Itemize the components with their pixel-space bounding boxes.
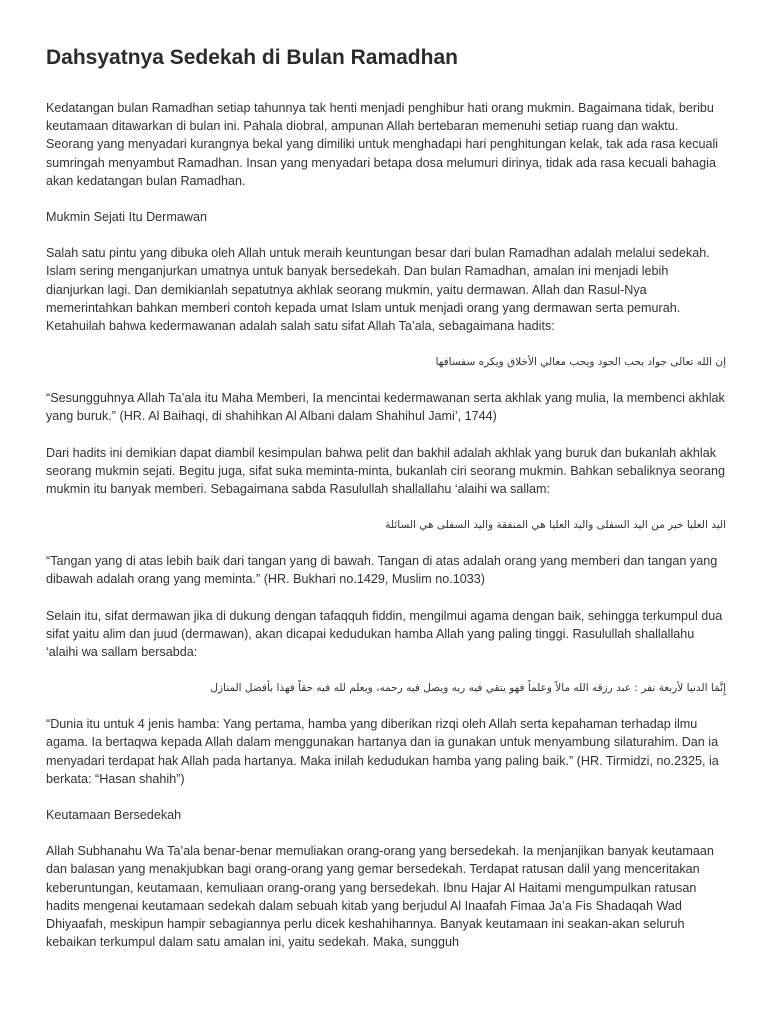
tafaqquh-paragraph: Selain itu, sifat dermawan jika di dukung dengan tafaqquh fiddin, mengilmui agama dengan baik, sehingga terkumpul dua sifat yaitu alim dan juud (dermawan), akan dicapai kedudukan hamba Allah yang paling tinggi. Rasulullah shallallahu ‘alaihi wa sallam bersabda: bbox=[46, 608, 723, 660]
section-heading-keutamaan: Keutamaan Bersedekah bbox=[46, 808, 182, 823]
sedekah-paragraph: Salah satu pintu yang dibuka oleh Allah untuk meraih keuntungan besar dari bulan Ramadhan adalah melalui sedekah. Islam sering menganjurkan umatnya untuk banyak bersedekah. Dan bulan Ramadhan, amalan ini menjadi lebih dianjurkan lagi. Dan demikianlah sepatutnya akhlak seorang mukmin, yaitu dermawan. Allah dan Rasul-Nya memerintahkan bahkan memberi contoh kepada umat Islam untuk menjadi orang yang dermawan serta pemurah. Ketahuilah bahwa kedermawanan adalah salah satu sifat Allah Ta’ala, sebagaimana hadits: bbox=[46, 246, 710, 334]
conclusion-paragraph: Dari hadits ini demikian dapat diambil kesimpulan bahwa pelit dan bakhil adalah akhlak yang buruk dan bukanlah akhlak seorang mukmin sejati. Begitu juga, sifat suka meminta-minta, bukanlah ciri seorang mukmin. Bahkan sebaliknya seorang mukmin itu banyak memberi. Sebagaimana sabda Rasulullah shallallahu ‘alaihi wa sallam: bbox=[46, 445, 726, 497]
hadith-translation-2: “Tangan yang di atas lebih baik dari tangan yang di bawah. Tangan di atas adalah orang yang memberi dan tangan yang dibawah adalah orang yang meminta.” (HR. Bukhari no.1429, Muslim no.1033) bbox=[46, 554, 718, 587]
document-page bbox=[46, 44, 726, 970]
section-heading-mukmin-sejati: Mukmin Sejati Itu Dermawan bbox=[46, 210, 207, 225]
hadith-translation-3: “Dunia itu untuk 4 jenis hamba: Yang pertama, hamba yang diberikan rizqi oleh Allah serta kepahaman terhadap ilmu agama. Ia bertaqwa kepada Allah dalam menggunakan hartanya dan ia gunakan untuk menyambung silaturahim. Dan ia menyadari terdapat hak Allah pada hartanya. Maka inilah kedudukan hamba yang paling baik.” (HR. Tirmidzi, no.2325, ia berkata: “Hasan shahih”) bbox=[46, 717, 719, 786]
arabic-hadith-3: إِنَّمَا الدنيا لأربعة نفر : عبد رزقه الله مالاً وعلماً فهو يتقي فيه ربه ويصل فيه رحمه، ويعلم لله فيه حقاً فهذا بأفضل المنازل bbox=[210, 682, 726, 695]
document-title: Dahsyatnya Sedekah di Bulan Ramadhan bbox=[46, 46, 458, 69]
arabic-hadith-2: اليد العليا خير من اليد السفلى واليد العليا هي المنفقة واليد السفلى هي السائلة bbox=[385, 519, 726, 532]
arabic-hadith-1: إن الله تعالى جواد يحب الجود ويحب معالي الأخلاق ويكره سفسافها bbox=[435, 356, 726, 369]
intro-paragraph: Kedatangan bulan Ramadhan setiap tahunnya tak henti menjadi penghibur hati orang mukmin. Bagaimana tidak, beribu keutamaan ditawarkan di bulan ini. Pahala diobral, ampunan Allah bertebaran memenuhi setiap ruang dan waktu. Seorang yang menyadari kurangnya bekal yang dimiliki untuk menghadapi hari penghitungan kelak, tak ada rasa kecuali sumringah menyambut Ramadhan. Insan yang menyadari betapa dosa melumuri dirinya, tidak ada rasa kecuali bahagia akan kedatangan bulan Ramadhan. bbox=[46, 101, 719, 188]
keutamaan-paragraph: Allah Subhanahu Wa Ta’ala benar-benar memuliakan orang-orang yang bersedekah. Ia menjanjikan banyak keutamaan dan balasan yang menakjubkan bagi orang-orang yang gemar bersedekah. Terdapat ratusan dalil yang menceritakan keberuntungan, keutamaan, kemuliaan orang-orang yang bersedekah. Ibnu Hajar Al Haitami mengumpulkan ratusan hadits mengenai keutamaan sedekah dalam sebuah kitab yang berjudul Al Inaafah Fimaa Ja’a Fis Shadaqah Wad Dhiyaafah, meskipun hampir sebagiannya perlu dicek keshahihannya. Banyak keutamaan ini seakan-akan seluruh kebaikan terkumpul dalam satu amalan ini, yaitu sedekah. Maka, sungguh bbox=[46, 844, 714, 950]
hadith-translation-1: “Sesungguhnya Allah Ta’ala itu Maha Memberi, Ia mencintai kedermawanan serta akhlak yang mulia, Ia membenci akhlak yang buruk.” (HR. Al Baihaqi, di shahihkan Al Albani dalam Shahihul Jami’, 1744) bbox=[46, 391, 725, 424]
